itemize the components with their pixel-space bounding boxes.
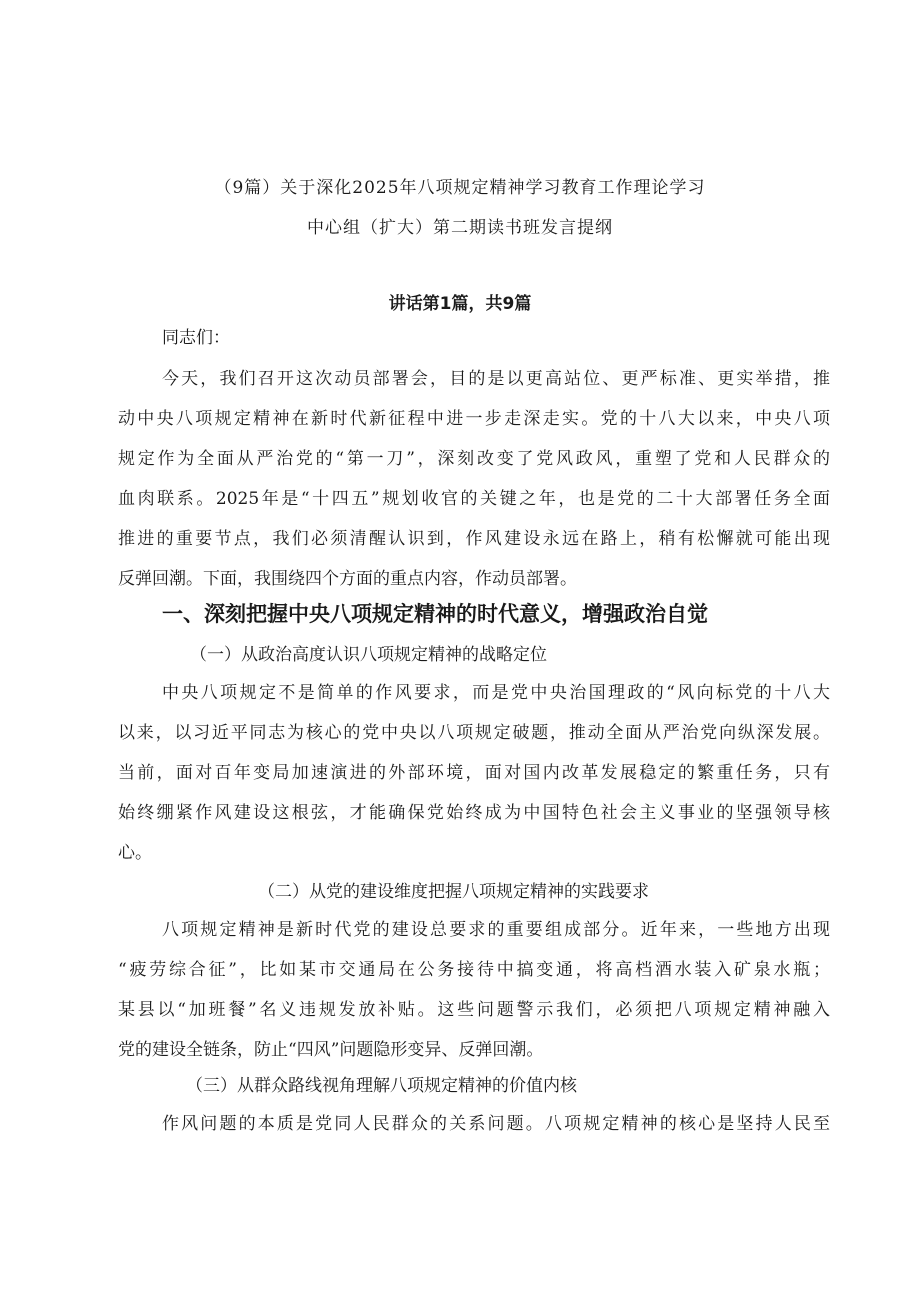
subsection-1-line: 当前，面对百年变局加速演进的外部环境，面对国内改革发展稳定的繁重任务，只有: [118, 763, 830, 783]
intro-line: 动中央八项规定精神在新时代新征程中进一步走深走实。党的十八大以来，中央八项: [118, 409, 830, 429]
salutation: 同志们：: [162, 328, 230, 348]
speech-number-subheading: 讲话第1篇，共9篇: [388, 294, 532, 314]
intro-line: 推进的重要节点，我们必须清醒认识到，作风建设永远在路上，稍有松懈就可能出现: [118, 529, 830, 549]
subsection-2-heading: （二）从党的建设维度把握八项规定精神的实践要求: [258, 882, 649, 902]
subsection-3-heading: （三）从群众路线视角理解八项规定精神的价值内核: [186, 1076, 577, 1096]
intro-line: 今天，我们召开这次动员部署会，目的是以更高站位、更严标准、更实举措，推: [162, 369, 830, 389]
subsection-1-line: 始终绷紧作风建设这根弦，才能确保党始终成为中国特色社会主义事业的坚强领导核: [118, 803, 830, 823]
intro-line: 血肉联系。2025年是“十四五”规划收官的关键之年，也是党的二十大部署任务全面: [118, 489, 830, 509]
document-title-line-1: （9篇）关于深化2025年八项规定精神学习教育工作理论学习: [214, 178, 706, 198]
subsection-1-heading: （一）从政治高度认识八项规定精神的战略定位: [190, 645, 547, 665]
subsection-2-line: 八项规定精神是新时代党的建设总要求的重要组成部分。近年来，一些地方出现: [162, 920, 830, 940]
document-title-line-2: 中心组（扩大）第二期读书班发言提纲: [307, 218, 613, 238]
intro-line: 规定作为全面从严治党的“第一刀”，深刻改变了党风政风，重塑了党和人民群众的: [118, 449, 830, 469]
section-1-heading: 一、深刻把握中央八项规定精神的时代意义，增强政治自觉: [162, 602, 708, 626]
subsection-1-line: 中央八项规定不是简单的作风要求，而是党中央治国理政的“风向标党的十八大: [162, 683, 830, 703]
subsection-1-line: 以来，以习近平同志为核心的党中央以八项规定破题，推动全面从严治党向纵深发展。: [118, 723, 830, 743]
subsection-1-line: 心。: [118, 843, 152, 863]
subsection-3-line: 作风问题的本质是党同人民群众的关系问题。八项规定精神的核心是坚持人民至: [162, 1114, 830, 1134]
intro-line: 反弹回潮。下面，我围绕四个方面的重点内容，作动员部署。: [118, 569, 577, 589]
subsection-2-line: 某县以“加班餐”名义违规发放补贴。这些问题警示我们，必须把八项规定精神融入: [118, 1000, 830, 1020]
subsection-2-line: “疲劳综合征”，比如某市交通局在公务接待中搞变通，将高档酒水装入矿泉水瓶；: [118, 960, 830, 980]
subsection-2-line: 党的建设全链条，防止“四风”问题隐形变异、反弹回潮。: [118, 1040, 544, 1060]
